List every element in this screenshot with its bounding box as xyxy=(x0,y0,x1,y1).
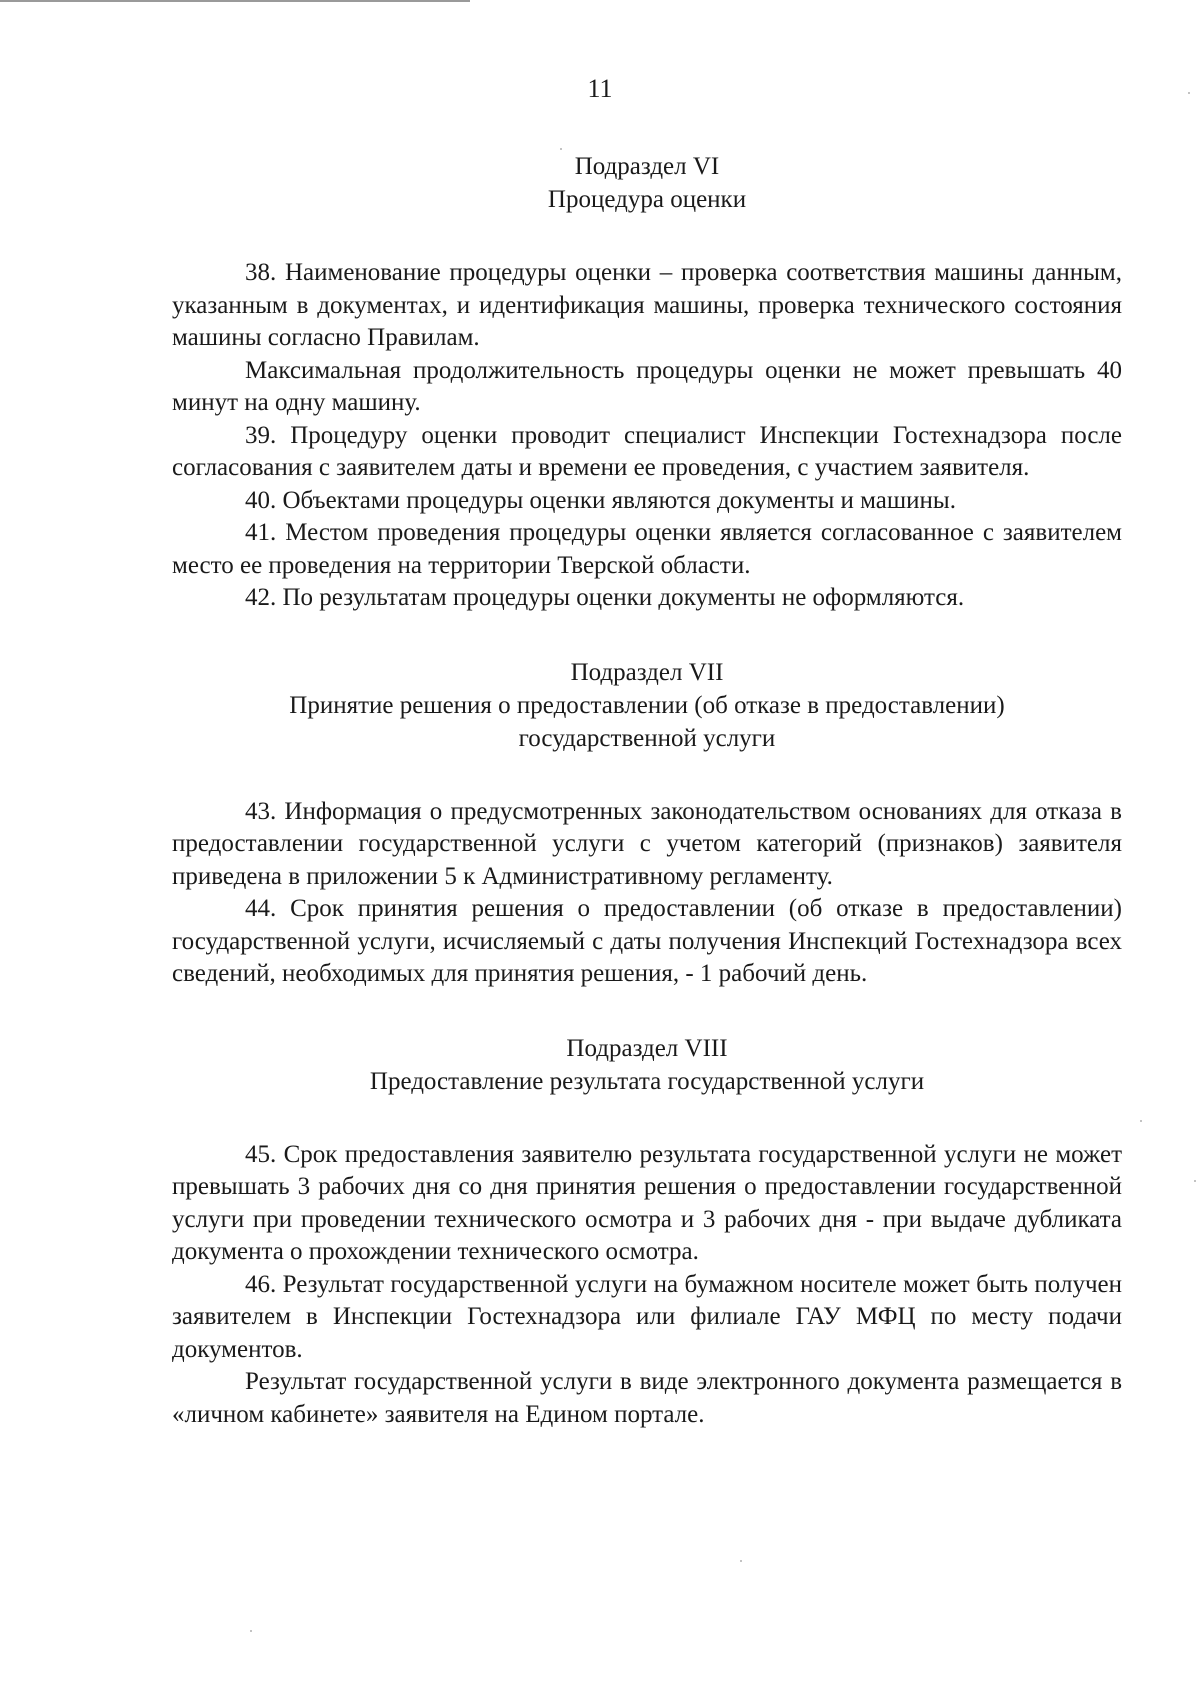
subsection-label: Подраздел VI xyxy=(574,153,720,180)
scan-speck xyxy=(1140,1120,1142,1122)
subsection-label: Подраздел VII xyxy=(570,658,724,686)
scan-edge-line xyxy=(0,0,470,2)
document-body xyxy=(172,150,1122,1431)
paragraph: Результат государственной услуги в виде электронного документа размещается в «личном кабинете» заявителя на Едином портале. xyxy=(172,1368,1122,1428)
scan-speck xyxy=(1194,1180,1196,1182)
paragraph: 45. Срок предоставления заявителю результата государственной услуги не может превышать 3 рабочих дня со дня принятия решения о предоставлении государственной услуги при проведении технического осмотра и 3 рабочих дня - при выдаче дубликата документа о прохождении технического осмотра. xyxy=(172,1140,1122,1265)
paragraph: 38. Наименование процедуры оценки – проверка соответствия машины данным, указанным в документах, и идентификация машины, проверка технического состояния машины согласно Правилам. xyxy=(172,259,1122,351)
subsection-title: Принятие решения о предоставлении (об отказе в предоставлении) xyxy=(289,691,1005,719)
paragraph: 41. Местом проведения процедуры оценки является согласованное с заявителем место ее проведения на территории Тверской области. xyxy=(172,519,1122,579)
subsection-viii xyxy=(172,1032,1122,1432)
subsection-label: Подраздел VIII xyxy=(566,1034,728,1062)
subsection-title: государственной услуги xyxy=(518,724,776,752)
subsection-vi xyxy=(172,150,1122,615)
paragraph: 40. Объектами процедуры оценки являются документы и машины. xyxy=(245,486,956,514)
scan-speck xyxy=(250,1630,252,1632)
paragraph: 42. По результатам процедуры оценки документы не оформляются. xyxy=(245,584,965,611)
paragraph: Максимальная продолжительность процедуры оценки не может превышать 40 минут на одну машину. xyxy=(172,356,1122,416)
scan-speck xyxy=(740,1560,742,1562)
scan-speck xyxy=(560,148,562,150)
paragraph: 46. Результат государственной услуги на бумажном носителе может быть получен заявителем в Инспекции Гостехнадзора или филиале ГАУ МФЦ по месту подачи документов. xyxy=(172,1270,1122,1363)
paragraph: 44. Срок принятия решения о предоставлении (об отказе в предоставлении) государственной услуги, исчисляемый с даты получения Инспекций Гостехнадзора всех сведений, необходимых для принятия решения, - 1 рабочий день. xyxy=(172,895,1122,987)
page-number: 11 xyxy=(587,74,613,103)
paragraph: 43. Информация о предусмотренных законодательством основаниях для отказа в предоставлении государственной услуги с учетом категорий (признаков) заявителя приведена в приложении 5 к Административному регламенту. xyxy=(172,797,1122,890)
subsection-title: Предоставление результата государственной услуги xyxy=(369,1067,925,1095)
subsection-title: Процедура оценки xyxy=(547,186,747,213)
subsection-vii xyxy=(172,656,1122,991)
paragraph: 39. Процедуру оценки проводит специалист Инспекции Гостехнадзора после согласования с заявителем даты и времени ее проведения, с участием заявителя. xyxy=(172,421,1122,481)
scan-speck xyxy=(1188,92,1190,94)
